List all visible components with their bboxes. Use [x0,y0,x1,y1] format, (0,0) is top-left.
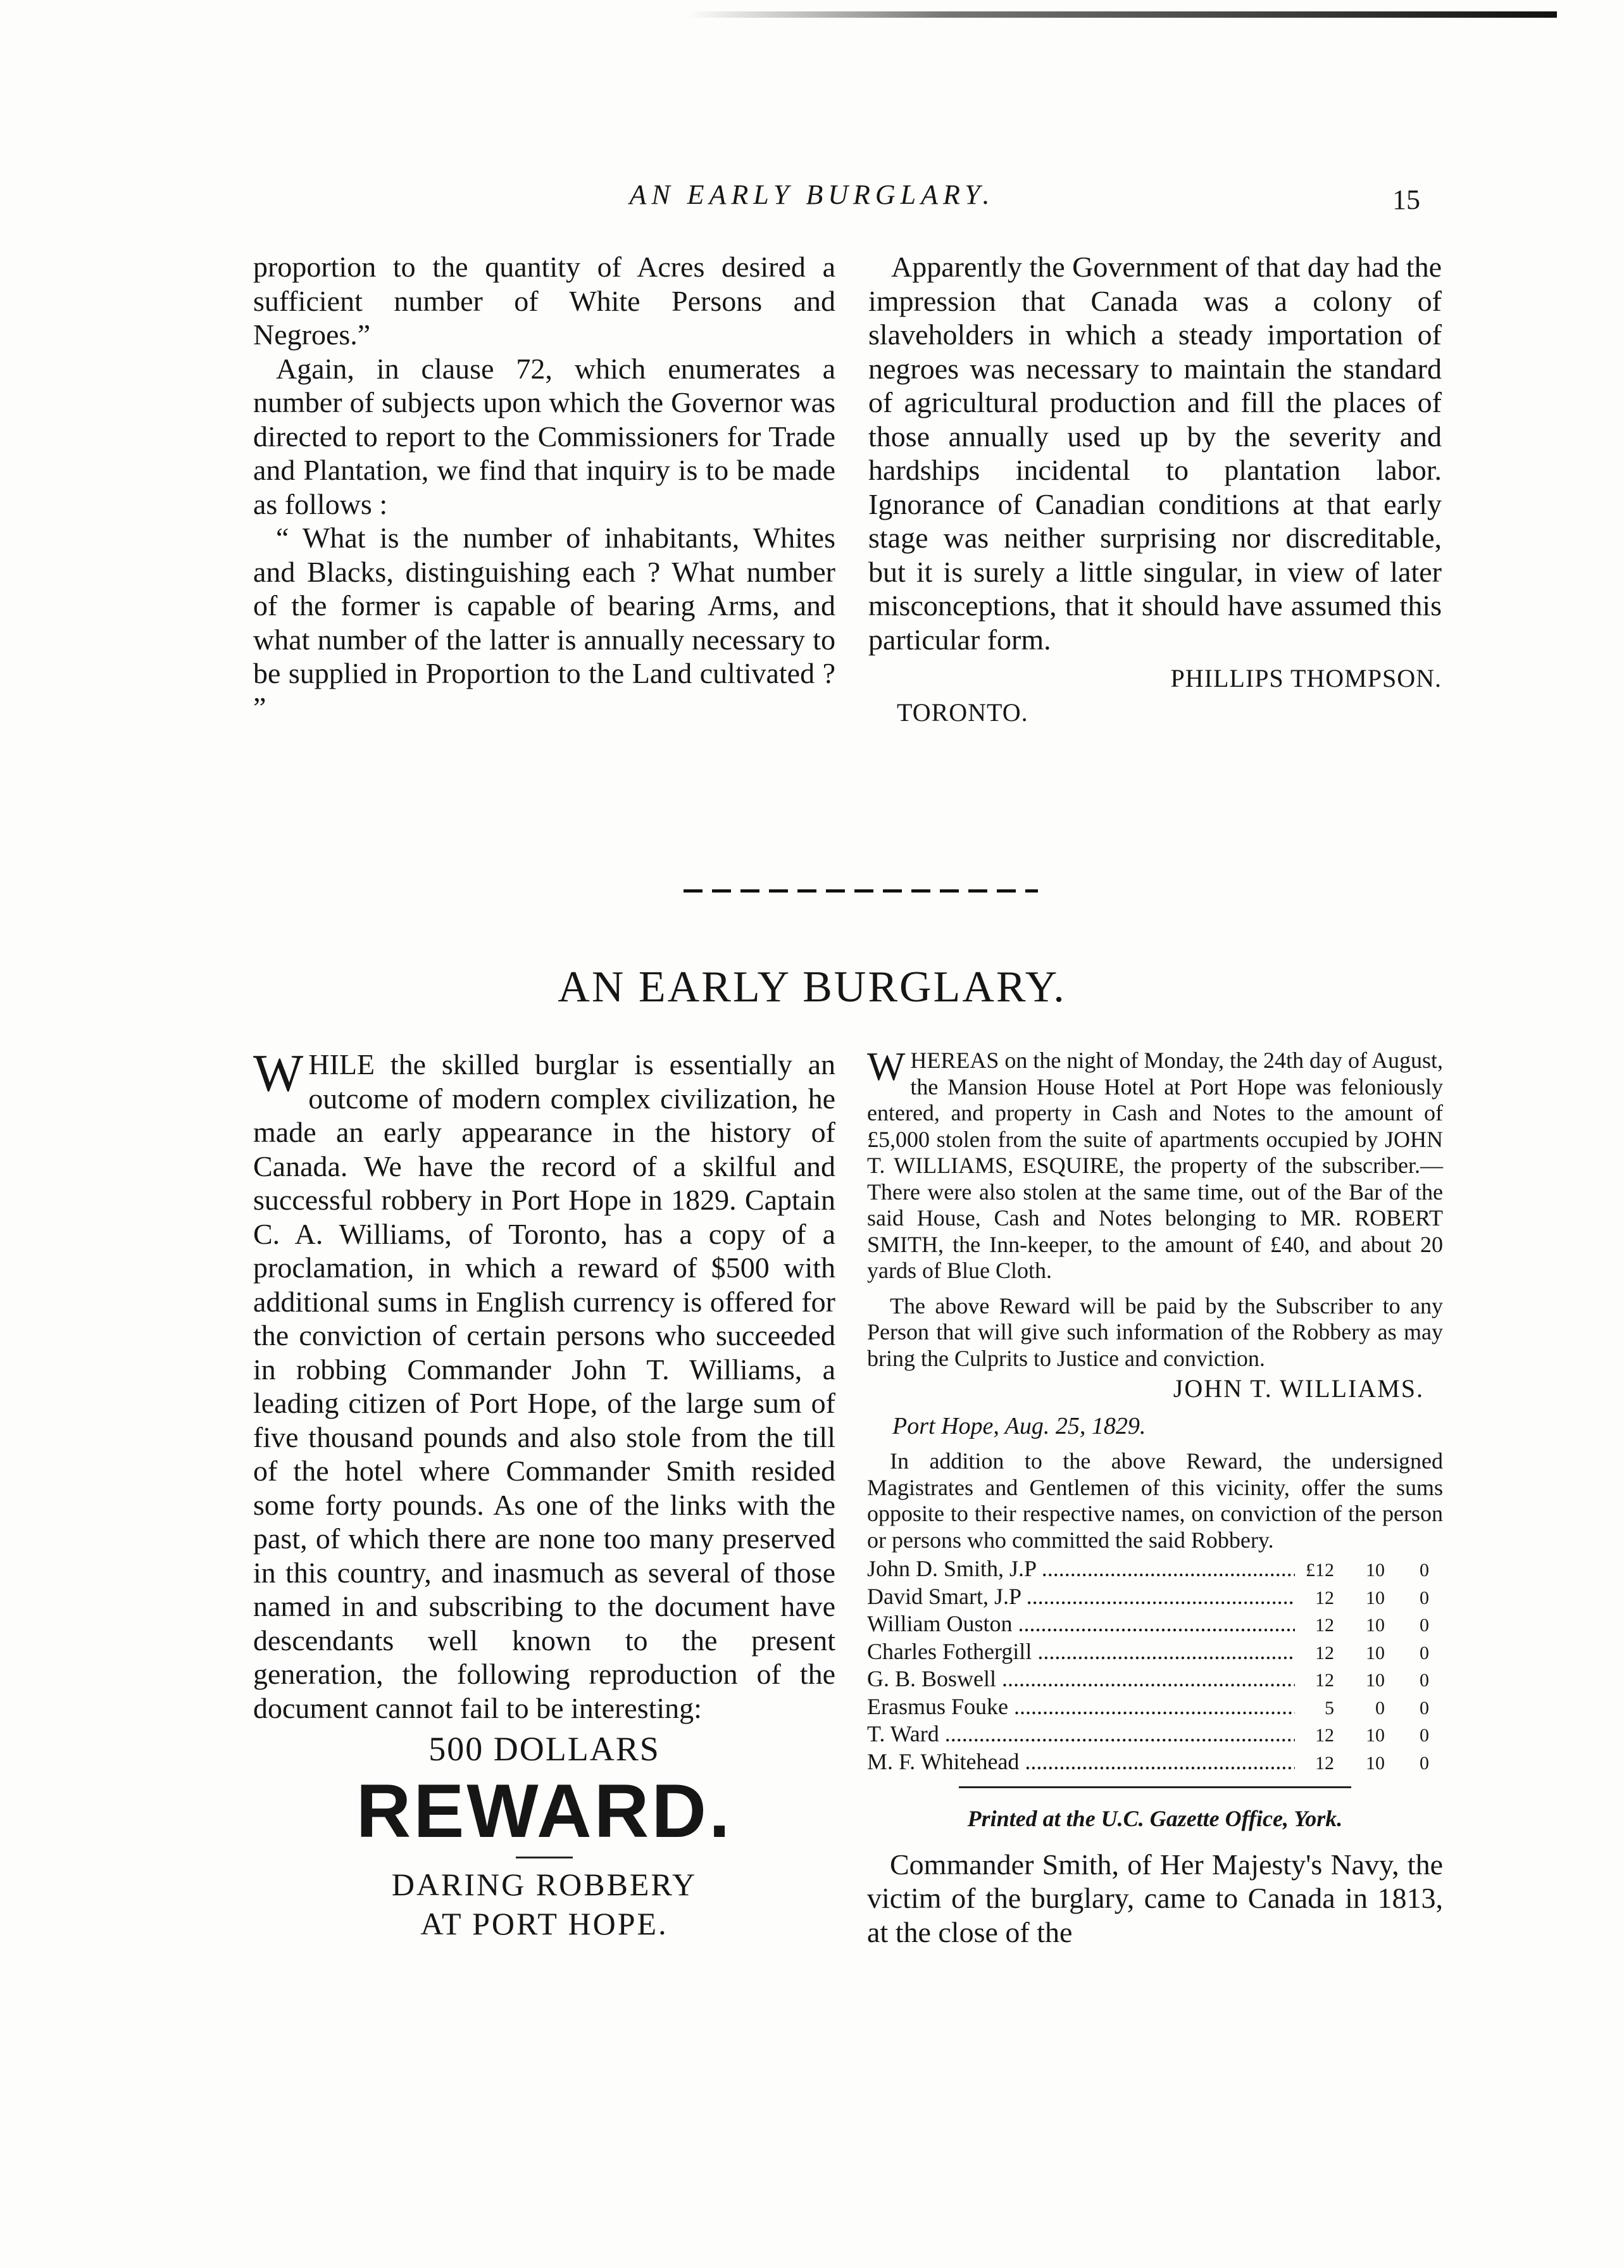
subscriber-pounds: 5 [1325,1697,1334,1719]
printer-rule [959,1786,1351,1788]
subscriber-shillings: 10 [1366,1752,1385,1774]
subscriber-shillings: 10 [1366,1560,1385,1581]
subscriber-pence: 0 [1420,1615,1429,1636]
reward-amount: 500 DOLLARS [428,1730,660,1768]
subscriber-name: M. F. Whitehead ..... [867,1749,1295,1776]
page-number: 15 [1392,184,1420,215]
subscriber-pence: 0 [1420,1752,1429,1774]
subscriber-shillings: 10 [1366,1615,1385,1636]
subscriber-shillings: 10 [1366,1725,1385,1746]
list-item [867,1639,1443,1667]
scan-edge-line [684,11,1557,18]
subscriber-pounds: 12 [1315,1642,1334,1663]
subhead-line: AT PORT HOPE. [420,1905,668,1941]
list-item [867,1666,1443,1694]
paragraph: Apparently the Government of that day had the impression that Canada was a colony of slaveholders in which a steady importation of negroes was necessary to maintain the standard of agricultural production and fill the places of those annually used up by the severity and hardships incidental to plantation labor. Ignorance of Canadian conditions at that early stage was neither surprising nor discreditable, but it is surely a little singular, in view of later misconceptions, that it should have assumed this particular form. [868,251,1442,656]
list-item [867,1749,1443,1777]
subscriber-list [867,1556,1443,1776]
subscriber-pounds: 12 [1315,1615,1334,1636]
drop-cap: W [253,1044,304,1103]
author-signature: PHILLIPS THOMPSON. [1170,664,1442,692]
subscriber-pence: 0 [1420,1670,1429,1691]
subscriber-shillings: 10 [1366,1642,1385,1663]
proclamation-column [867,1044,1444,1949]
list-item [867,1694,1443,1722]
subscriber-pence: 0 [1420,1642,1429,1663]
paragraph: Again, in clause 72, which enumerates a number of subjects upon which the Governor was directed to report to the Commissioners for Trade and Plantation, we find that inquiry is to be made as follows : [253,352,835,520]
subscriber-pence: 0 [1420,1697,1429,1719]
proclamation-date: Port Hope, Aug. 25, 1829. [892,1412,1146,1439]
list-item [867,1611,1443,1639]
subscriber-pounds: 12 [1315,1725,1334,1746]
proclamation-reward-text: The above Reward will be paid by the Subscriber to any Person that will give such information of the Robbery as may bring the Culprits to Justice and conviction. [867,1293,1443,1371]
printer-imprint: Printed at the U.C. Gazette Office, York. [967,1806,1343,1831]
subscriber-pounds: 12 [1315,1587,1334,1608]
subscriber-shillings: 10 [1366,1670,1385,1691]
proclamation-whereas [867,1044,1444,1284]
article-body [253,1044,835,1725]
reward-heading [253,1732,835,1943]
subscriber-pounds: £12 [1306,1560,1334,1581]
subscriber-name: Erasmus Fouke ..... [867,1694,1295,1720]
subscriber-pence: 0 [1420,1560,1429,1581]
subscriber-name: G. B. Boswell ..... [867,1666,1295,1693]
subscriber-pence: 0 [1420,1587,1429,1608]
prev-article-left-column [253,250,835,724]
running-head: AN EARLY BURGLARY. [629,179,995,210]
list-item [867,1721,1443,1749]
subscriber-pounds: 12 [1315,1752,1334,1774]
quotation: “ What is the number of inhabitants, Whites and Blacks, distinguishing each ? What number of the former is capable of bearing Arms, and what number of the latter is annually necessary to be supplied in Proportion to the Land cultivated ? ” [253,522,835,724]
subscriber-name: William Ouston ..... [867,1611,1295,1638]
magistrates-text: In addition to the above Reward, the undersigned Magistrates and Gentlemen of this vicinity, offer the sums opposite to their respective names, on conviction of the person or persons who committed the said Robbery. [867,1448,1443,1553]
subhead-line: DARING ROBBERY [391,1866,697,1902]
proclamation-signature: JOHN T. WILLIAMS. [1173,1374,1424,1403]
paragraph: proportion to the quantity of Acres desired a sufficient number of White Persons and Negroes.” [253,251,835,351]
subscriber-name: T. Ward ..... [867,1721,1295,1748]
section-divider [684,889,1038,893]
continuation-paragraph: Commander Smith, of Her Majesty's Navy, the victim of the burglary, came to Canada in 1813, at the close of the [867,1848,1443,1948]
subscriber-pounds: 12 [1315,1670,1334,1691]
proclamation-text: HEREAS on the night of Monday, the 24th day of August, the Mansion House Hotel at Port Hope was feloniously entered, and property in Cash and Notes to the amount of £5,000 stolen from the suite of apartments occupied by JOHN T. WILLIAMS, ESQUIRE, the property of the subscriber.—There were also stolen at the same time, out of the Bar of the said House, Cash and Notes belonging to MR. ROBERT SMITH, the Inn-keeper, to the amount of £40, and about 20 yards of Blue Cloth. [867,1048,1444,1283]
list-item [867,1584,1443,1612]
subscriber-name: David Smart, J.P ..... [867,1584,1295,1610]
subscriber-name: John D. Smith, J.P ..... [867,1556,1295,1582]
article-left-column [253,1044,835,1943]
subscriber-name: Charles Fothergill ..... [867,1639,1295,1665]
prev-article-right-column [868,250,1442,729]
article-title: AN EARLY BURGLARY. [558,963,1066,1012]
reward-word: REWARD. [356,1768,733,1853]
list-item [867,1556,1443,1584]
subscriber-pence: 0 [1420,1725,1429,1746]
article-body-text: HILE the skilled burglar is essentially an outcome of modern complex civilization, he made an early appearance in the history of Canada. We have the record of a skilful and successful robbery in Port Hope in 1829. Captain C. A. Williams, of Toronto, has a copy of a proclamation, in which a reward of $500 with additional sums in English currency is offered for the conviction of certain persons who succeeded in robbing Commander John T. Williams, a leading citizen of Port Hope, of the large sum of five thousand pounds and also stole from the till of the hotel where Commander Smith resided some forty pounds. As one of the links with the past, of which there are none too many preserved in this country, and inasmuch as several of those named in and subscribing to the document have descendants well known to the present generation, the following reproduction of the document cannot fail to be interesting: [253,1048,835,1724]
author-place: TORONTO. [897,698,1028,727]
drop-cap: W [867,1044,906,1089]
subscriber-shillings: 0 [1375,1697,1385,1719]
subscriber-shillings: 10 [1366,1587,1385,1608]
short-rule [516,1857,573,1858]
